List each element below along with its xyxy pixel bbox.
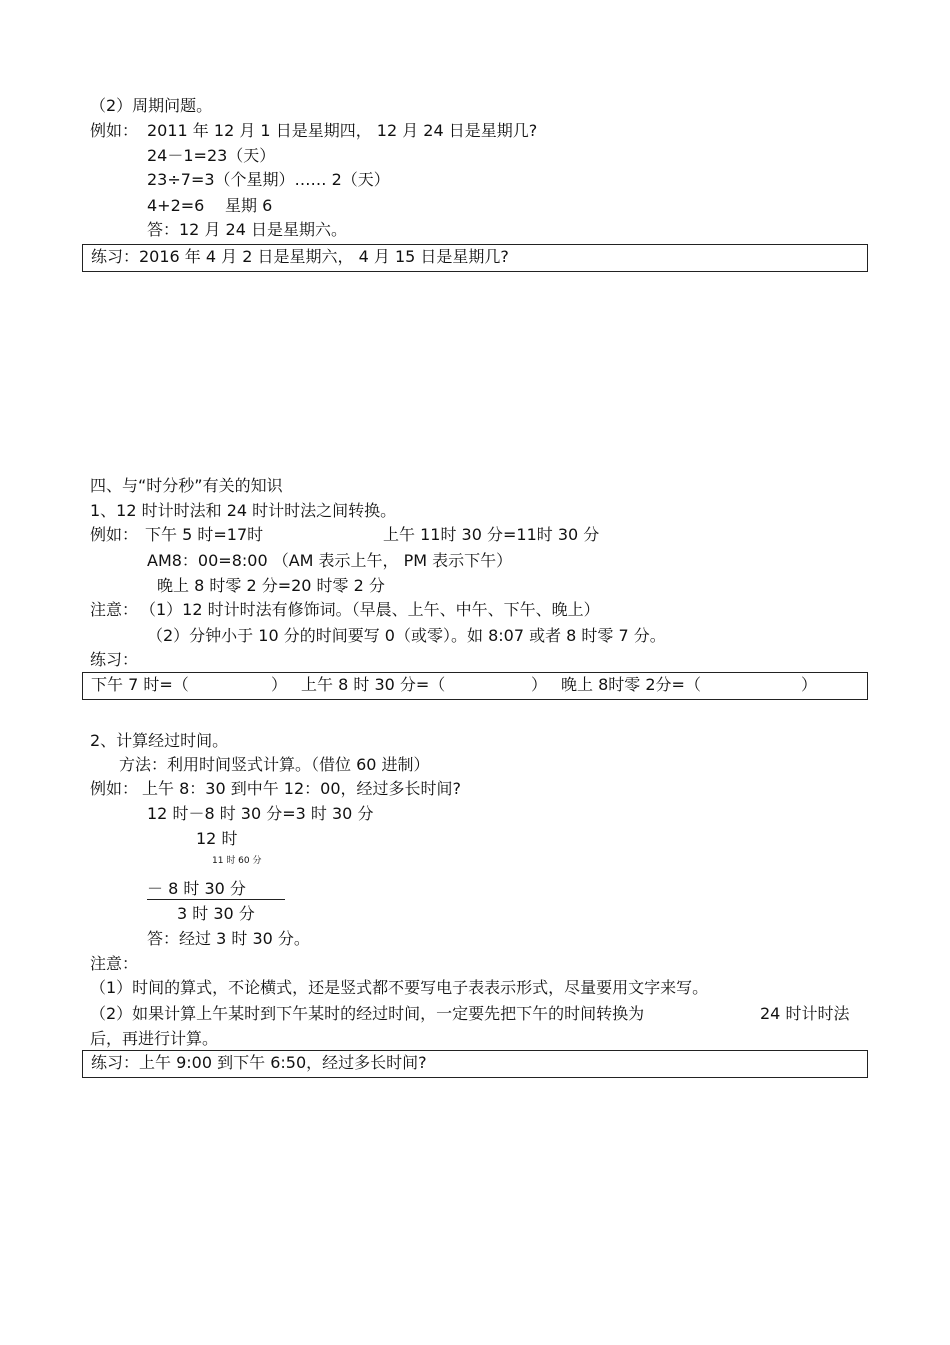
time-example-label: 例如： [90,525,139,544]
elapsed-exercise: 练习：上午 9:00 到下午 6:50，经过多长时间? [91,1053,427,1072]
time-heading: 四、与“时分秒”有关的知识 [90,476,283,495]
time-example-a: 下午 5 时=17时 [145,525,264,544]
elapsed-method: 方法：利用时间竖式计算。（借位 60 进制） [119,755,430,774]
elapsed-vertical-top: 12 时 [196,829,238,848]
time-exercise-box [82,672,868,700]
time-exercise-a-close: ） [271,675,288,694]
elapsed-example-question: 上午 8：30 到中午 12：00，经过多长时间? [142,779,462,798]
elapsed-note2-tail: 24 时计时法 [760,1004,850,1023]
time-exercise-a: 下午 7 时=（ [91,675,189,694]
period-step3b: 星期 6 [225,196,273,215]
elapsed-vertical-result: 3 时 30 分 [177,904,255,923]
elapsed-note2-line2: 后，再进行计算。 [90,1029,219,1048]
elapsed-exercise-box [82,1050,868,1078]
time-sub1: 1、12 时计时法和 24 时计时法之间转换。 [90,501,397,520]
elapsed-answer: 答：经过 3 时 30 分。 [147,929,310,948]
period-step2: 23÷7=3（个星期）…… 2（天） [147,170,390,189]
period-exercise-box [82,244,868,272]
time-example-c: AM8：00=8:00 （AM 表示上午， PM 表示下午） [147,551,513,570]
time-example-d: 晚上 8 时零 2 分=20 时零 2 分 [157,576,385,595]
period-example-label: 例如： [90,121,139,140]
period-step3a: 4+2=6 [147,196,205,215]
period-exercise: 练习：2016 年 4 月 2 日是星期六， 4 月 15 日是星期几? [91,247,509,266]
elapsed-note1: （1）时间的算式，不论横式，还是竖式都不要写电子表表示形式，尽量要用文字来写。 [90,978,709,997]
elapsed-note2-line1: （2）如果计算上午某时到下午某时的经过时间，一定要先把下午的时间转换为 [90,1004,645,1023]
time-exercise-c: 晚上 8时零 2分=（ [561,675,701,694]
time-note2: （2）分钟小于 10 分的时间要写 0（或零）。如 8:07 或者 8 时零 7 分。 [147,626,666,645]
elapsed-horizontal: 12 时－8 时 30 分=3 时 30 分 [147,804,374,823]
elapsed-sub2: 2、计算经过时间。 [90,731,229,750]
time-example-b: 上午 11时 30 分=11时 30 分 [383,525,600,544]
time-exercise-label: 练习： [90,650,139,669]
elapsed-vertical-minus: － 8 时 30 分 [147,879,246,898]
time-exercise-b-close: ） [531,675,548,694]
period-heading: （2）周期问题。 [90,96,213,115]
elapsed-note-label: 注意： [90,954,139,973]
period-answer: 答：12 月 24 日是星期六。 [147,220,347,239]
time-exercise-b: 上午 8 时 30 分=（ [301,675,446,694]
period-step1: 24－1=23（天） [147,146,276,165]
time-note-label: 注意： [90,600,139,619]
elapsed-example-label: 例如： [90,779,139,798]
time-exercise-c-close: ） [801,675,818,694]
elapsed-vertical-borrow: 11 时 60 分 [212,856,262,866]
period-example-question: 2011 年 12 月 1 日是星期四， 12 月 24 日是星期几? [147,121,538,140]
elapsed-vertical-rule [147,899,285,900]
time-note1: （1）12 时计时法有修饰词。（早晨、上午、中午、下午、晚上） [140,600,600,619]
